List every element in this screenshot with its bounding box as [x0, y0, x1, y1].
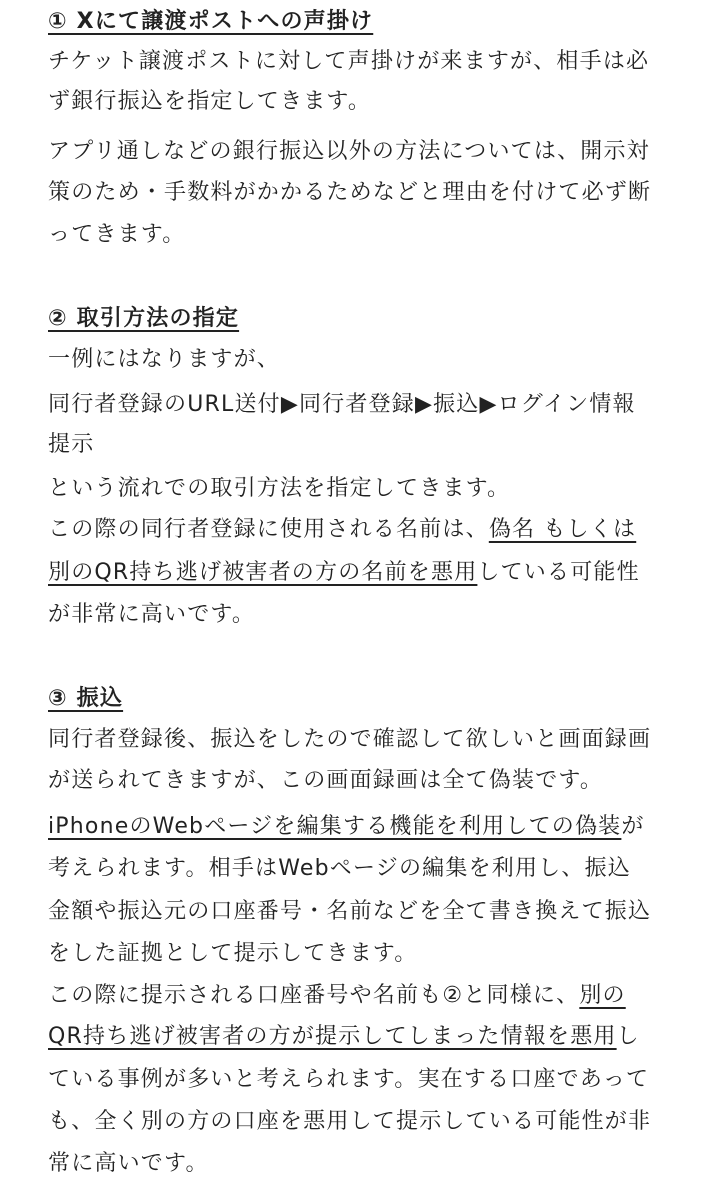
section-3-line-5: 金額や振込元の口座番号・名前などを全て書き換えて振込 [48, 899, 652, 924]
section-3-line-7 [48, 981, 626, 1011]
section-2-line-6-underlined: 別のQR持ち逃げ被害者の方の名前を悪用 [48, 560, 478, 585]
section-2-line-6 [48, 558, 640, 588]
section-1-line-5: ってきます。 [48, 222, 186, 247]
section-3-line-8 [48, 1022, 640, 1052]
section-1-line-3: アプリ通しなどの銀行振込以外の方法については、開示対 [48, 139, 650, 164]
section-2-line-2: 同行者登録のURL送付▶同行者登録▶振込▶ログイン情報 [48, 392, 636, 417]
section-2-line-3: 提示 [48, 432, 95, 457]
section-3-line-7-underlined: 別の [579, 983, 626, 1008]
section-3-line-8-underlined: QR持ち逃げ被害者の方が提示してしまった情報を悪用 [48, 1024, 617, 1049]
section-1-line-1: チケット譲渡ポストに対して声掛けが来ますが、相手は必 [48, 49, 650, 74]
section-1-line-4: 策のため・手数料がかかるためなどと理由を付けて必ず断 [48, 180, 652, 205]
section-3-line-3 [48, 812, 645, 842]
section-3-line-3-text: が [621, 814, 645, 839]
section-2-line-4: という流れでの取引方法を指定してきます。 [48, 476, 511, 501]
section-3-line-10: も、全く別の方の口座を悪用して提示している可能性が非 [48, 1109, 652, 1134]
section-3-line-7-text: この際に提示される口座番号や名前も②と同様に、 [48, 983, 580, 1008]
section-2-line-5-text: この際の同行者登録に使用される名前は、 [48, 517, 489, 542]
section-2-line-5-underlined: 偽名 もしくは [488, 517, 637, 542]
section-3-line-3-underlined: iPhoneのWebページを編集する機能を利用しての偽装 [48, 814, 622, 839]
section-2-heading: ② 取引方法の指定 [48, 306, 240, 331]
section-3-line-1: 同行者登録後、振込をしたので確認して欲しいと画面録画 [48, 727, 652, 752]
section-3-line-9: ている事例が多いと考えられます。実在する口座であって [48, 1067, 650, 1092]
section-3-line-6: をした証拠として提示してきます。 [48, 941, 418, 966]
section-2-line-6-text: している可能性 [477, 560, 640, 585]
section-3-line-8-text: し [616, 1024, 640, 1049]
section-3-heading: ③ 振込 [48, 686, 124, 711]
section-3-line-4: 考えられます。相手はWebページの編集を利用し、振込 [48, 856, 631, 881]
section-2-line-5 [48, 515, 636, 545]
section-2-line-1: 一例にはなりますが、 [48, 347, 281, 372]
section-1-line-2: ず銀行振込を指定してきます。 [48, 89, 372, 114]
section-1-heading: ① Xにて譲渡ポストへの声掛け [48, 9, 374, 34]
section-2-line-7: が非常に高いです。 [48, 602, 256, 627]
section-3-line-11: 常に高いです。 [48, 1151, 209, 1176]
section-3-line-2: が送られてきますが、この画面録画は全て偽装です。 [48, 768, 604, 793]
